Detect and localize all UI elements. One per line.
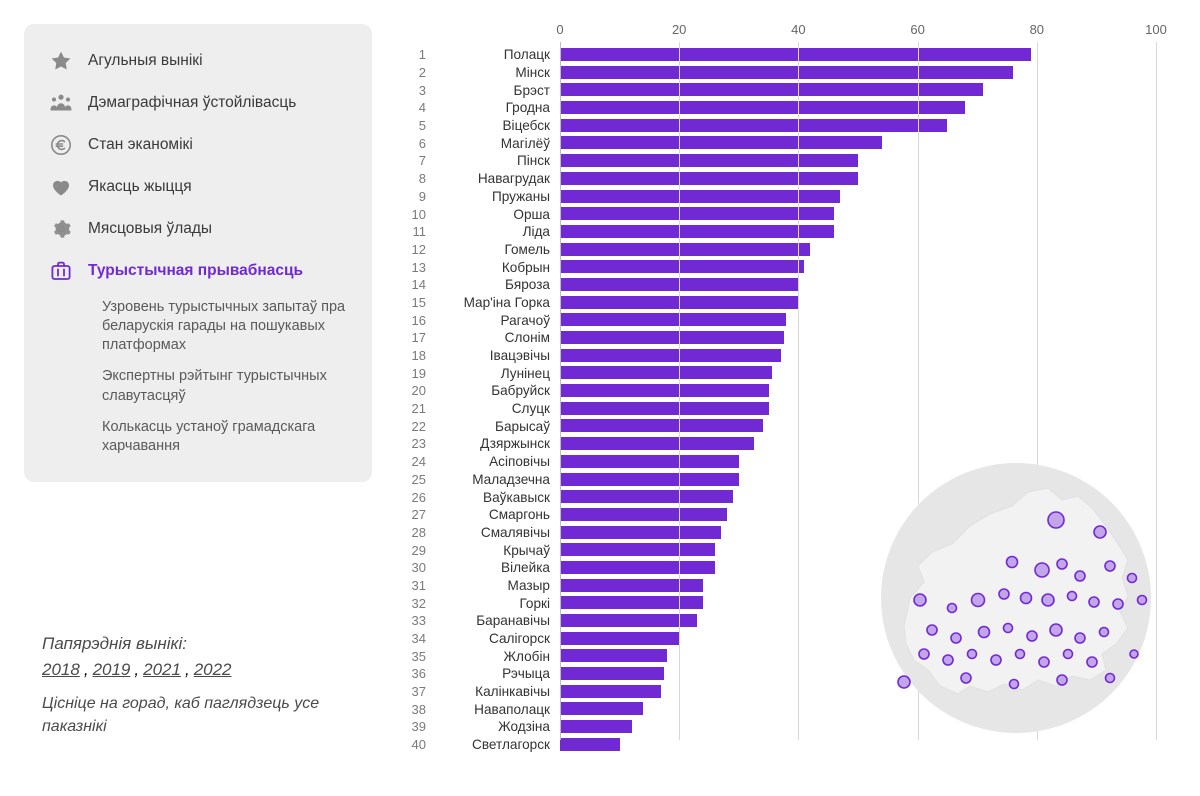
chart-x-axis	[400, 22, 1178, 42]
row-rank: 28	[411, 524, 426, 540]
chart-row[interactable]	[400, 364, 1178, 382]
row-city-label[interactable]: Ліда	[522, 224, 550, 240]
bar[interactable]	[560, 243, 810, 256]
row-rank: 12	[411, 241, 426, 257]
bar-area	[560, 276, 1178, 294]
row-city-label[interactable]: Рагачоў	[500, 312, 550, 328]
bar-area	[560, 46, 1178, 64]
bar[interactable]	[560, 685, 661, 698]
bar[interactable]	[560, 596, 703, 609]
chart-row[interactable]	[400, 400, 1178, 418]
row-city-label[interactable]: Лунінец	[500, 365, 550, 381]
x-tick-label: 20	[671, 22, 687, 37]
bar[interactable]	[560, 101, 965, 114]
sidebar-subitem-expert-rating[interactable]: Экспертны рэйтынг турыстычных славутасцяў	[102, 368, 327, 404]
bar[interactable]	[560, 561, 715, 574]
sidebar-item-label: Турыстычная прывабнасць	[88, 262, 304, 280]
bar-area	[560, 170, 1178, 188]
chart-row[interactable]	[400, 223, 1178, 241]
row-rank: 19	[411, 365, 426, 381]
bar[interactable]	[560, 543, 715, 556]
suitcase-icon	[48, 258, 74, 284]
row-city-label[interactable]: Рэчыца	[502, 666, 550, 682]
bar[interactable]	[560, 207, 834, 220]
bar-area	[560, 417, 1178, 435]
row-city-label[interactable]: Брэст	[513, 82, 550, 98]
x-tick-label: 0	[556, 22, 564, 37]
x-tick-label: 60	[910, 22, 925, 37]
click-hint: Ціснiце на горад, каб паглядзець усе паказнікі	[42, 695, 320, 736]
sidebar-item-label: Дэмаграфічная ўстойлівасць	[88, 94, 297, 112]
bar[interactable]	[560, 331, 784, 344]
chart-row[interactable]	[400, 99, 1178, 117]
chart-row[interactable]	[400, 347, 1178, 365]
row-rank: 2	[418, 65, 426, 81]
row-city-label[interactable]: Дзяржынск	[480, 436, 550, 452]
bar-area	[560, 188, 1178, 206]
row-rank: 5	[418, 118, 426, 134]
year-link-2018[interactable]: 2018	[42, 660, 80, 679]
row-city-label[interactable]: Орша	[513, 206, 550, 222]
row-rank: 36	[411, 666, 426, 682]
heart-icon	[48, 174, 74, 200]
bar[interactable]	[560, 419, 763, 432]
chart-row[interactable]	[400, 46, 1178, 64]
gridline	[679, 42, 680, 740]
bar[interactable]	[560, 437, 754, 450]
row-city-label[interactable]: Пінск	[516, 153, 550, 169]
chart-row[interactable]	[400, 205, 1178, 223]
bar-area	[560, 205, 1178, 223]
row-city-label[interactable]: Навагрудак	[477, 171, 550, 187]
sidebar-item-tourism[interactable]	[24, 250, 372, 292]
bar[interactable]	[560, 349, 781, 362]
row-city-label[interactable]: Бяроза	[504, 277, 550, 293]
row-city-label[interactable]: Слуцк	[511, 401, 550, 417]
row-city-label[interactable]: Пружаны	[491, 188, 550, 204]
row-city-label[interactable]: Горкі	[519, 595, 550, 611]
row-rank: 13	[411, 259, 426, 275]
row-city-label[interactable]: Барысаў	[495, 418, 550, 434]
sidebar-item-demography[interactable]	[24, 82, 372, 124]
chart-row[interactable]	[400, 241, 1178, 259]
sidebar-item-local-authorities[interactable]	[24, 208, 372, 250]
row-rank: 9	[418, 188, 426, 204]
x-tick-label: 100	[1145, 22, 1167, 37]
bar[interactable]	[560, 172, 858, 185]
row-city-label[interactable]: Жодзіна	[498, 719, 550, 735]
sidebar-item-overall[interactable]	[24, 40, 372, 82]
row-rank: 25	[411, 471, 426, 487]
bar[interactable]	[560, 402, 769, 415]
chart-row[interactable]	[400, 134, 1178, 152]
row-city-label[interactable]: Асіповічы	[489, 454, 550, 470]
row-rank: 21	[411, 401, 426, 417]
row-rank: 10	[411, 206, 426, 222]
bar-area	[560, 117, 1178, 135]
bar[interactable]	[560, 667, 664, 680]
row-rank: 11	[412, 224, 426, 240]
sidebar-item-quality-of-life[interactable]	[24, 166, 372, 208]
row-city-label[interactable]: Жлобін	[503, 648, 550, 664]
row-rank: 38	[411, 701, 426, 717]
row-rank: 34	[411, 631, 426, 647]
row-city-label[interactable]: Мінск	[515, 65, 550, 81]
year-links: 2018 , 2019 , 2021 , 2022	[42, 660, 232, 679]
row-city-label[interactable]: Ваўкавыск	[483, 489, 550, 505]
row-city-label[interactable]: Смаргонь	[488, 507, 550, 523]
bar[interactable]	[560, 384, 769, 397]
bar[interactable]	[560, 48, 1031, 61]
bar[interactable]	[560, 260, 804, 273]
row-city-label[interactable]: Маладзечна	[472, 471, 550, 487]
row-rank: 17	[411, 330, 426, 346]
row-city-label[interactable]: Баранавічы	[476, 613, 550, 629]
chart-row[interactable]	[400, 64, 1178, 82]
row-rank: 1	[418, 47, 426, 63]
star-icon	[48, 48, 74, 74]
row-rank: 6	[418, 135, 426, 151]
chart-row[interactable]	[400, 294, 1178, 312]
bar-area	[560, 152, 1178, 170]
bar-area	[560, 382, 1178, 400]
row-rank: 32	[411, 595, 426, 611]
row-rank: 18	[411, 348, 426, 364]
year-link-2019[interactable]: 2019	[92, 660, 131, 679]
row-rank: 26	[411, 489, 426, 505]
sidebar-subitem-catering[interactable]: Колькасць устаноў грамадскага харчавання	[102, 418, 316, 454]
sidebar-item-label: Агульныя вынікі	[88, 52, 203, 70]
row-city-label[interactable]: Наваполацк	[474, 701, 550, 717]
year-link-2021[interactable]: 2021	[143, 660, 181, 679]
row-rank: 8	[418, 171, 426, 187]
sidebar-subitem-search-demand[interactable]: Узровень турыстычных запытаў пра беларускія гарады на пошукавых платформах	[102, 299, 346, 354]
row-rank: 30	[411, 560, 426, 576]
row-city-label[interactable]: Магілёў	[500, 135, 550, 151]
bar-area	[560, 99, 1178, 117]
bar[interactable]	[560, 83, 983, 96]
row-city-label[interactable]: Полацк	[503, 47, 550, 63]
chart-row[interactable]	[400, 152, 1178, 170]
gridline	[798, 42, 799, 740]
bar[interactable]	[560, 313, 786, 326]
row-city-label[interactable]: Крычаў	[503, 542, 550, 558]
chart-row[interactable]	[400, 188, 1178, 206]
row-city-label[interactable]: Івацэвічы	[489, 348, 550, 364]
chart-row[interactable]	[400, 117, 1178, 135]
row-city-label[interactable]: Віцебск	[502, 118, 550, 134]
people-icon	[48, 90, 74, 116]
row-rank: 27	[411, 507, 426, 523]
bar[interactable]	[560, 225, 834, 238]
row-city-label[interactable]: Гомель	[504, 241, 550, 257]
row-rank: 16	[411, 312, 426, 328]
x-tick-label: 80	[1029, 22, 1045, 37]
bar-area	[560, 134, 1178, 152]
bar[interactable]	[560, 738, 620, 751]
bar-area	[560, 81, 1178, 99]
chart-row[interactable]	[400, 329, 1178, 347]
bar[interactable]	[560, 579, 703, 592]
bar-area	[560, 400, 1178, 418]
bar[interactable]	[560, 614, 697, 627]
bar[interactable]	[560, 119, 947, 132]
row-rank: 15	[411, 294, 426, 310]
bar-area	[560, 347, 1178, 365]
row-rank: 4	[418, 100, 426, 116]
row-rank: 24	[411, 454, 426, 470]
row-city-label[interactable]: Салігорск	[488, 631, 550, 647]
sidebar-item-economy[interactable]	[24, 124, 372, 166]
row-rank: 20	[411, 383, 426, 399]
row-city-label[interactable]: Смалявічы	[480, 524, 550, 540]
sidebar	[24, 24, 372, 482]
row-city-label[interactable]: Гродна	[505, 100, 550, 116]
bar[interactable]	[560, 649, 667, 662]
chart-row[interactable]	[400, 311, 1178, 329]
bar[interactable]	[560, 508, 727, 521]
bar[interactable]	[560, 473, 739, 486]
row-rank: 23	[411, 436, 426, 452]
bar[interactable]	[560, 526, 721, 539]
x-tick-label: 40	[791, 22, 806, 37]
row-city-label[interactable]: Бабруйск	[491, 383, 550, 399]
bar[interactable]	[560, 66, 1013, 79]
bar[interactable]	[560, 720, 632, 733]
row-city-label[interactable]: Светлагорск	[472, 737, 550, 753]
row-rank: 37	[411, 684, 426, 700]
row-city-label[interactable]: Вілейка	[501, 560, 550, 576]
year-link-2022[interactable]: 2022	[193, 660, 232, 679]
chart-row[interactable]	[400, 382, 1178, 400]
sidebar-item-label: Стан эканомікі	[88, 136, 193, 154]
bar-area	[560, 294, 1178, 312]
gear-icon	[48, 216, 74, 242]
bar-area	[560, 64, 1178, 82]
chart-row[interactable]	[400, 417, 1178, 435]
bar[interactable]	[560, 366, 772, 379]
bar-area	[560, 223, 1178, 241]
previous-results-block	[42, 634, 382, 738]
bar-area	[560, 311, 1178, 329]
row-rank: 39	[411, 719, 426, 735]
row-rank: 3	[418, 82, 426, 98]
bar-area	[560, 241, 1178, 259]
chart-row[interactable]	[400, 258, 1178, 276]
sidebar-item-label: Якасць жыцця	[88, 178, 192, 196]
chart-row[interactable]	[400, 170, 1178, 188]
row-city-label[interactable]: Мазыр	[507, 577, 550, 593]
bar[interactable]	[560, 455, 739, 468]
map-svg	[866, 448, 1166, 748]
chart-row[interactable]	[400, 81, 1178, 99]
row-rank: 35	[411, 648, 426, 664]
bar-area	[560, 329, 1178, 347]
bar[interactable]	[560, 136, 882, 149]
row-rank: 33	[411, 613, 426, 629]
previous-results-title: Папярэднія вынікі:	[42, 634, 188, 653]
bar[interactable]	[560, 632, 679, 645]
gridline	[560, 42, 561, 740]
row-rank: 14	[411, 277, 426, 293]
belarus-map[interactable]	[866, 448, 1166, 748]
row-city-label[interactable]: Калінкавічы	[475, 684, 550, 700]
bar-area	[560, 364, 1178, 382]
row-city-label[interactable]: Мар'іна Горка	[463, 294, 550, 310]
bar[interactable]	[560, 490, 733, 503]
sidebar-item-label: Мясцовыя ўлады	[88, 220, 213, 238]
row-rank: 31	[411, 577, 426, 593]
bar[interactable]	[560, 702, 643, 715]
bar[interactable]	[560, 154, 858, 167]
row-rank: 7	[418, 153, 426, 169]
chart-row[interactable]	[400, 276, 1178, 294]
row-rank: 40	[411, 737, 426, 753]
euro-icon	[48, 132, 74, 158]
bar-area	[560, 258, 1178, 276]
row-rank: 22	[411, 418, 426, 434]
row-city-label[interactable]: Слонім	[504, 330, 550, 346]
row-rank: 29	[411, 542, 426, 558]
row-city-label[interactable]: Кобрын	[501, 259, 550, 275]
